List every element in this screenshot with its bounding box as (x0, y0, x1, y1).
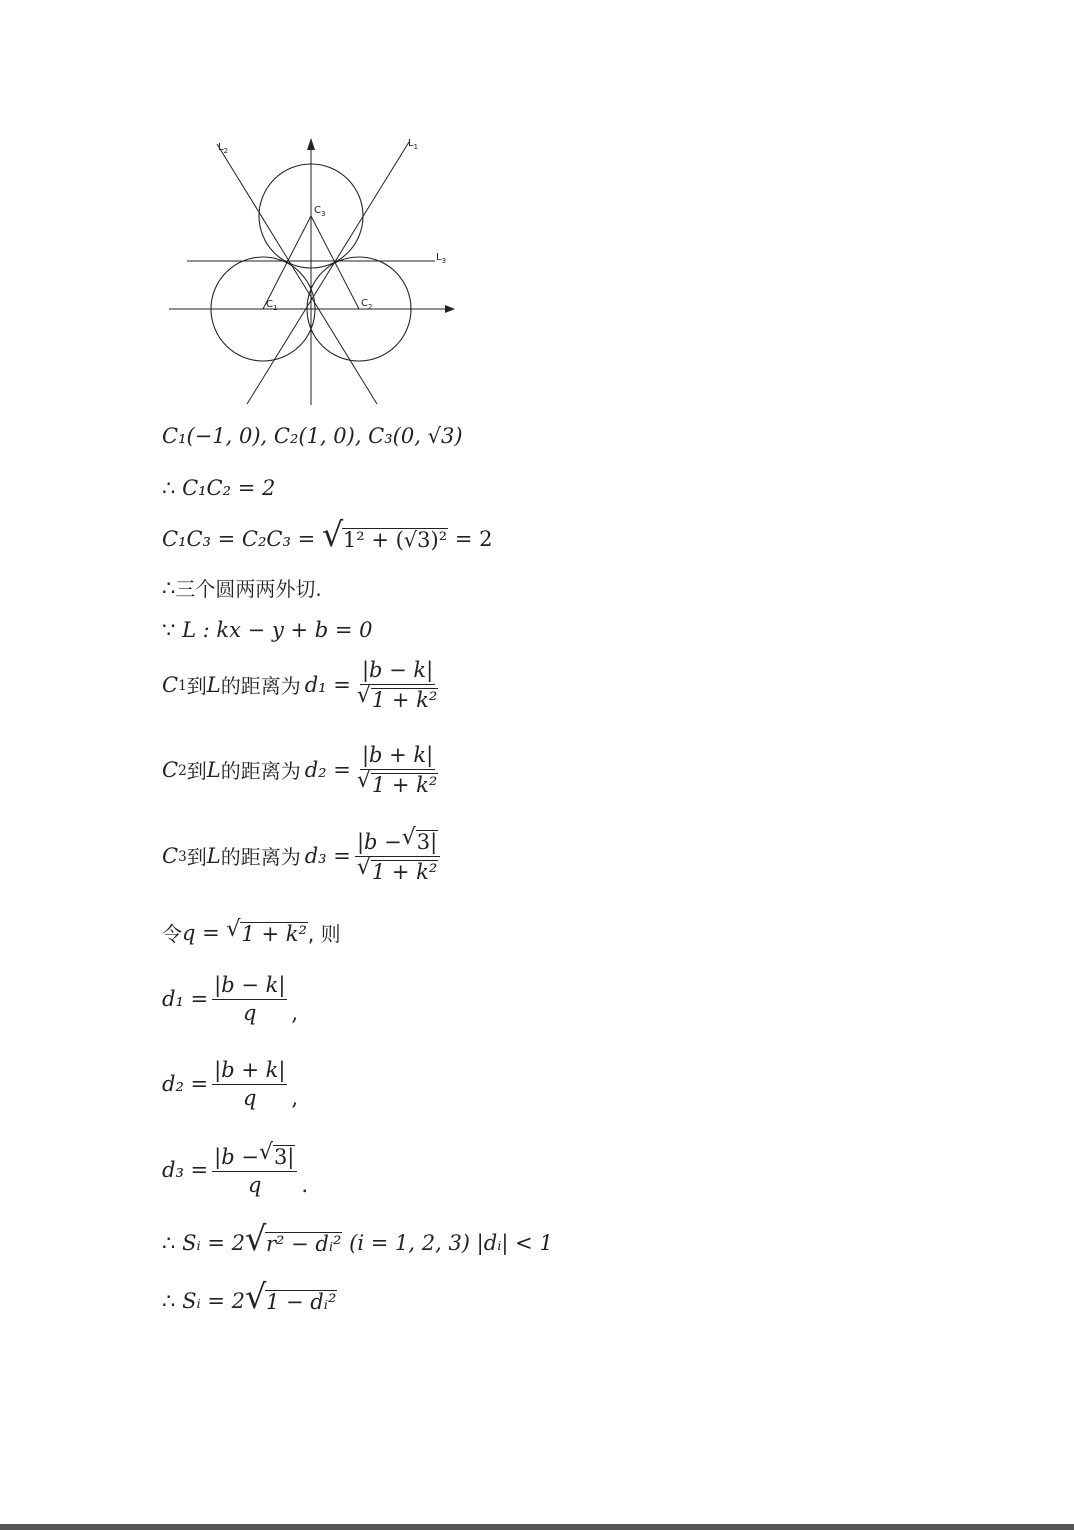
label-c2: $C_2$ (361, 298, 373, 311)
label-l1: $L_1$ (408, 138, 419, 151)
tangent-conclusion: ∴ 三个圆两两外切. (162, 576, 322, 601)
label-l2: $L_2$ (218, 142, 229, 155)
label-c3: $C_3$ (314, 205, 326, 218)
d2-over-q: d₂ = $\frac{|b + k|}{q}$ , (162, 1058, 299, 1110)
c1c2-line: ∴ C₁C₂ = 2 (162, 476, 276, 500)
c1c3-line: C₁C₃ = C₂C₃ = √ 1² + (√3)² = 2 (162, 528, 492, 551)
line-equation: ∵ L : kx − y + b = 0 (162, 618, 373, 642)
distance-c3: C 3 到 L 的距离为 d₃ = |b −√ 3| √ 1 + k² (162, 830, 444, 883)
label-c1: $C_1$ (266, 299, 278, 312)
bottom-bar (0, 1524, 1074, 1530)
label-l3: $L_3$ (436, 252, 447, 265)
distance-c2: C 2 到 L 的距离为 d₂ = |b + k| √ 1 + k² (162, 745, 444, 796)
d3-over-q: d₃ = $\frac{|b -√ 3|}{q}$ . (162, 1145, 308, 1196)
let-q-line: 令 q = √ 1 + k² , 则 (162, 922, 341, 945)
d1-over-q: d₁ = $\frac{|b - k|}{q}$ , (162, 973, 299, 1025)
centers-line: C₁(−1, 0), C₂(1, 0), C₃(0, √3) (162, 424, 463, 448)
si-general: ∴ Sᵢ = 2 √ r² − dᵢ² (i = 1, 2, 3) |dᵢ| < 1 (162, 1232, 553, 1255)
three-circles-figure (165, 130, 465, 410)
line-l1 (247, 142, 409, 404)
si-final: ∴ Sᵢ = 2 √ 1 − dᵢ² (162, 1290, 337, 1313)
distance-c1: C 1 到 L 的距离为 d₁ = |b − k| √ 1 + k² (162, 660, 444, 711)
line-l2 (217, 144, 377, 404)
y-axis-arrow (307, 138, 315, 150)
x-axis-arrow (445, 305, 455, 313)
